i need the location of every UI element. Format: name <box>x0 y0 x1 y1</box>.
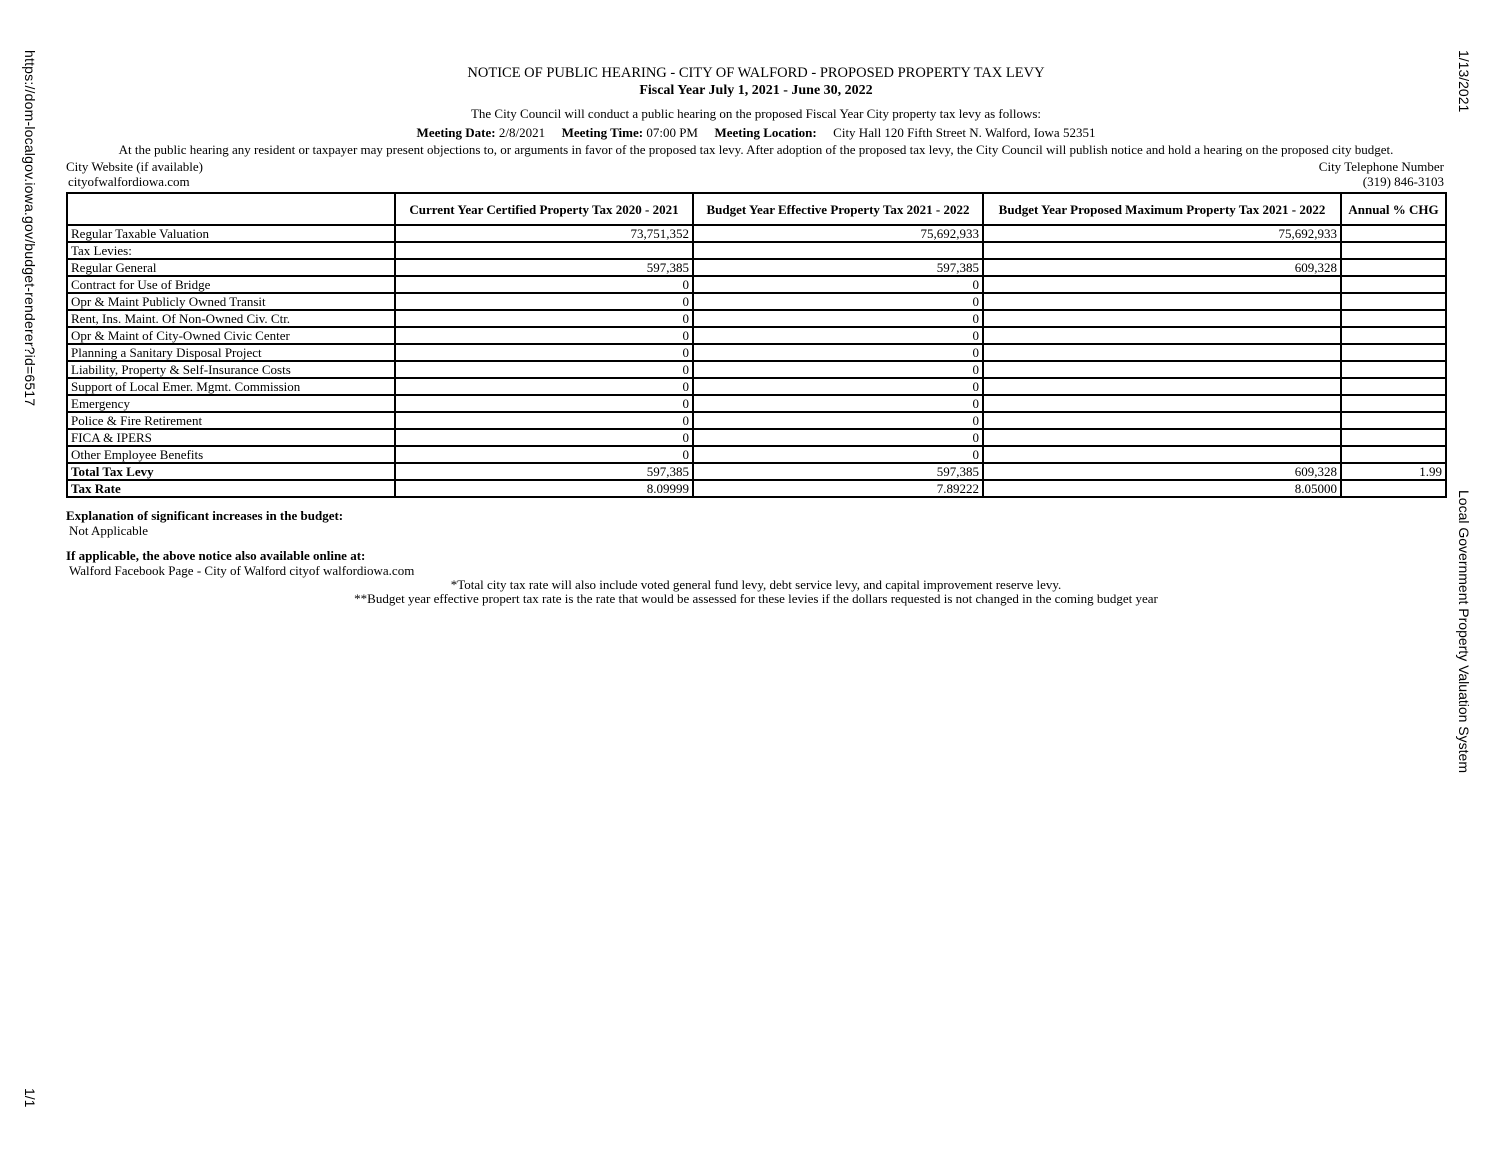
effective-value: 0 <box>693 310 983 327</box>
table-row <box>67 276 1446 293</box>
current-year-value: 73,751,352 <box>395 225 693 242</box>
current-year-value: 0 <box>395 327 693 344</box>
levy-table <box>66 192 1447 498</box>
website-value: cityofwalfordiowa.com <box>68 174 190 189</box>
online-value: Walford Facebook Page - City of Walford cityof walfordiowa.com <box>69 563 415 578</box>
row-label: Other Employee Benefits <box>67 446 395 463</box>
footnote: **Budget year effective propert tax rate is the rate that would be assessed for these levies if the dollars requested is not changed in the coming budget year <box>354 591 1158 606</box>
proposed-value <box>983 446 1341 463</box>
annual-change-value <box>1341 259 1446 276</box>
row-label: Emergency <box>67 395 395 412</box>
annual-change-value <box>1341 293 1446 310</box>
effective-value: 0 <box>693 361 983 378</box>
fiscal-year: Fiscal Year July 1, 2021 - June 30, 2022 <box>639 83 873 98</box>
source-url: https://dom-localgov.iowa.gov/budget-renderer?id=6517 <box>22 50 38 407</box>
meeting-time-label: Meeting Time: <box>561 125 644 140</box>
table-row <box>67 429 1446 446</box>
proposed-value <box>983 344 1341 361</box>
table-body <box>67 225 1446 497</box>
proposed-value: 8.05000 <box>983 480 1341 497</box>
annual-change-value <box>1341 276 1446 293</box>
row-label: Liability, Property & Self-Insurance Costs <box>67 361 395 378</box>
effective-value: 7.89222 <box>693 480 983 497</box>
row-label: Regular Taxable Valuation <box>67 225 395 242</box>
page-title: NOTICE OF PUBLIC HEARING - CITY OF WALFORD - PROPOSED PROPERTY TAX LEVY <box>467 65 1045 81</box>
online-title: If applicable, the above notice also available online at: <box>66 548 366 563</box>
website-label: City Website (if available) <box>66 159 203 174</box>
effective-value: 597,385 <box>693 259 983 276</box>
current-year-value: 0 <box>395 344 693 361</box>
table-row <box>67 395 1446 412</box>
proposed-value: 609,328 <box>983 259 1341 276</box>
row-label: Total Tax Levy <box>67 463 395 480</box>
annual-change-value: 1.99 <box>1341 463 1446 480</box>
page-number: 1/1 <box>22 1088 38 1108</box>
row-label: Planning a Sanitary Disposal Project <box>67 344 395 361</box>
current-year-value: 0 <box>395 276 693 293</box>
effective-value: 0 <box>693 327 983 344</box>
effective-value: 0 <box>693 412 983 429</box>
proposed-value <box>983 310 1341 327</box>
annual-change-value <box>1341 412 1446 429</box>
proposed-value <box>983 429 1341 446</box>
current-year-value: 0 <box>395 446 693 463</box>
effective-value: 0 <box>693 293 983 310</box>
table-row <box>67 242 1446 259</box>
proposed-value <box>983 378 1341 395</box>
row-label: FICA & IPERS <box>67 429 395 446</box>
table-row <box>67 327 1446 344</box>
current-year-value: 0 <box>395 310 693 327</box>
proposed-value: 75,692,933 <box>983 225 1341 242</box>
current-year-value: 0 <box>395 395 693 412</box>
effective-value: 0 <box>693 276 983 293</box>
table-row <box>67 310 1446 327</box>
print-date: 1/13/2021 <box>1456 50 1472 113</box>
row-label: Opr & Maint Publicly Owned Transit <box>67 293 395 310</box>
table-row <box>67 293 1446 310</box>
table-row <box>67 344 1446 361</box>
current-year-value: 8.09999 <box>395 480 693 497</box>
annual-change-value <box>1341 242 1446 259</box>
current-year-value: 597,385 <box>395 259 693 276</box>
row-label: Support of Local Emer. Mgmt. Commission <box>67 378 395 395</box>
meeting-date-value: 2/8/2021 <box>498 125 546 140</box>
row-label: Opr & Maint of City-Owned Civic Center <box>67 327 395 344</box>
current-year-value <box>395 242 693 259</box>
effective-value: 0 <box>693 344 983 361</box>
current-year-value: 0 <box>395 293 693 310</box>
row-label: Police & Fire Retirement <box>67 412 395 429</box>
table-row <box>67 378 1446 395</box>
explanation-title: Explanation of significant increases in the budget: <box>66 508 344 523</box>
phone-label: City Telephone Number <box>1318 159 1444 174</box>
effective-value: 597,385 <box>693 463 983 480</box>
contact-info <box>66 159 1446 189</box>
annual-change-value <box>1341 378 1446 395</box>
table-header-row <box>67 193 1446 225</box>
proposed-value: 609,328 <box>983 463 1341 480</box>
proposed-value <box>983 242 1341 259</box>
annual-change-value <box>1341 327 1446 344</box>
phone-value: (319) 846-3103 <box>1362 174 1444 189</box>
proposed-value <box>983 361 1341 378</box>
annual-change-value <box>1341 480 1446 497</box>
table-row <box>67 259 1446 276</box>
proposed-value <box>983 395 1341 412</box>
row-label: Rent, Ins. Maint. Of Non-Owned Civ. Ctr. <box>67 310 395 327</box>
notice-document <box>66 64 1446 606</box>
effective-value: 0 <box>693 378 983 395</box>
annual-change-value <box>1341 429 1446 446</box>
annual-change-value <box>1341 310 1446 327</box>
meeting-date-label: Meeting Date: <box>416 125 496 140</box>
proposed-value <box>983 412 1341 429</box>
row-label: Regular General <box>67 259 395 276</box>
hearing-text: At the public hearing any resident or taxpayer may present objections to, or arguments in favor of the proposed tax levy. After adoption of the proposed tax levy, the City Council will publish notice and hold a hearing on the proposed city budget. <box>118 142 1394 157</box>
row-label: Tax Levies: <box>67 242 395 259</box>
intro-text: The City Council will conduct a public hearing on the proposed Fiscal Year City property tax levy as follows: <box>470 106 1042 121</box>
column-header: Budget Year Proposed Maximum Property Tax 2021 - 2022 <box>983 193 1341 225</box>
system-name: Local Government Property Valuation System <box>1456 490 1472 773</box>
meeting-location-value: City Hall 120 Fifth Street N. Walford, Iowa 52351 <box>833 125 1096 140</box>
table-row <box>67 225 1446 242</box>
footnote: *Total city tax rate will also include voted general fund levy, debt service levy, and capital improvement reserve levy. <box>450 577 1062 592</box>
effective-value: 0 <box>693 429 983 446</box>
row-label: Contract for Use of Bridge <box>67 276 395 293</box>
column-header: Annual % CHG <box>1341 193 1446 225</box>
current-year-value: 0 <box>395 429 693 446</box>
annual-change-value <box>1341 446 1446 463</box>
annual-change-value <box>1341 361 1446 378</box>
meeting-details <box>66 125 1446 141</box>
column-header: Current Year Certified Property Tax 2020 - 2021 <box>395 193 693 225</box>
table-row <box>67 446 1446 463</box>
annual-change-value <box>1341 395 1446 412</box>
current-year-value: 0 <box>395 412 693 429</box>
annual-change-value <box>1341 225 1446 242</box>
table-row <box>67 412 1446 429</box>
proposed-value <box>983 327 1341 344</box>
table-row <box>67 361 1446 378</box>
effective-value: 75,692,933 <box>693 225 983 242</box>
table-row <box>67 463 1446 480</box>
proposed-value <box>983 293 1341 310</box>
effective-value: 0 <box>693 395 983 412</box>
meeting-time-value: 07:00 PM <box>646 125 698 140</box>
proposed-value <box>983 276 1341 293</box>
current-year-value: 0 <box>395 378 693 395</box>
row-label: Tax Rate <box>67 480 395 497</box>
meeting-location-label: Meeting Location: <box>714 125 817 140</box>
annual-change-value <box>1341 344 1446 361</box>
current-year-value: 0 <box>395 361 693 378</box>
effective-value <box>693 242 983 259</box>
column-header <box>67 193 395 225</box>
explanation-value: Not Applicable <box>69 523 149 538</box>
current-year-value: 597,385 <box>395 463 693 480</box>
table-row <box>67 480 1446 497</box>
effective-value: 0 <box>693 446 983 463</box>
column-header: Budget Year Effective Property Tax 2021 - 2022 <box>693 193 983 225</box>
